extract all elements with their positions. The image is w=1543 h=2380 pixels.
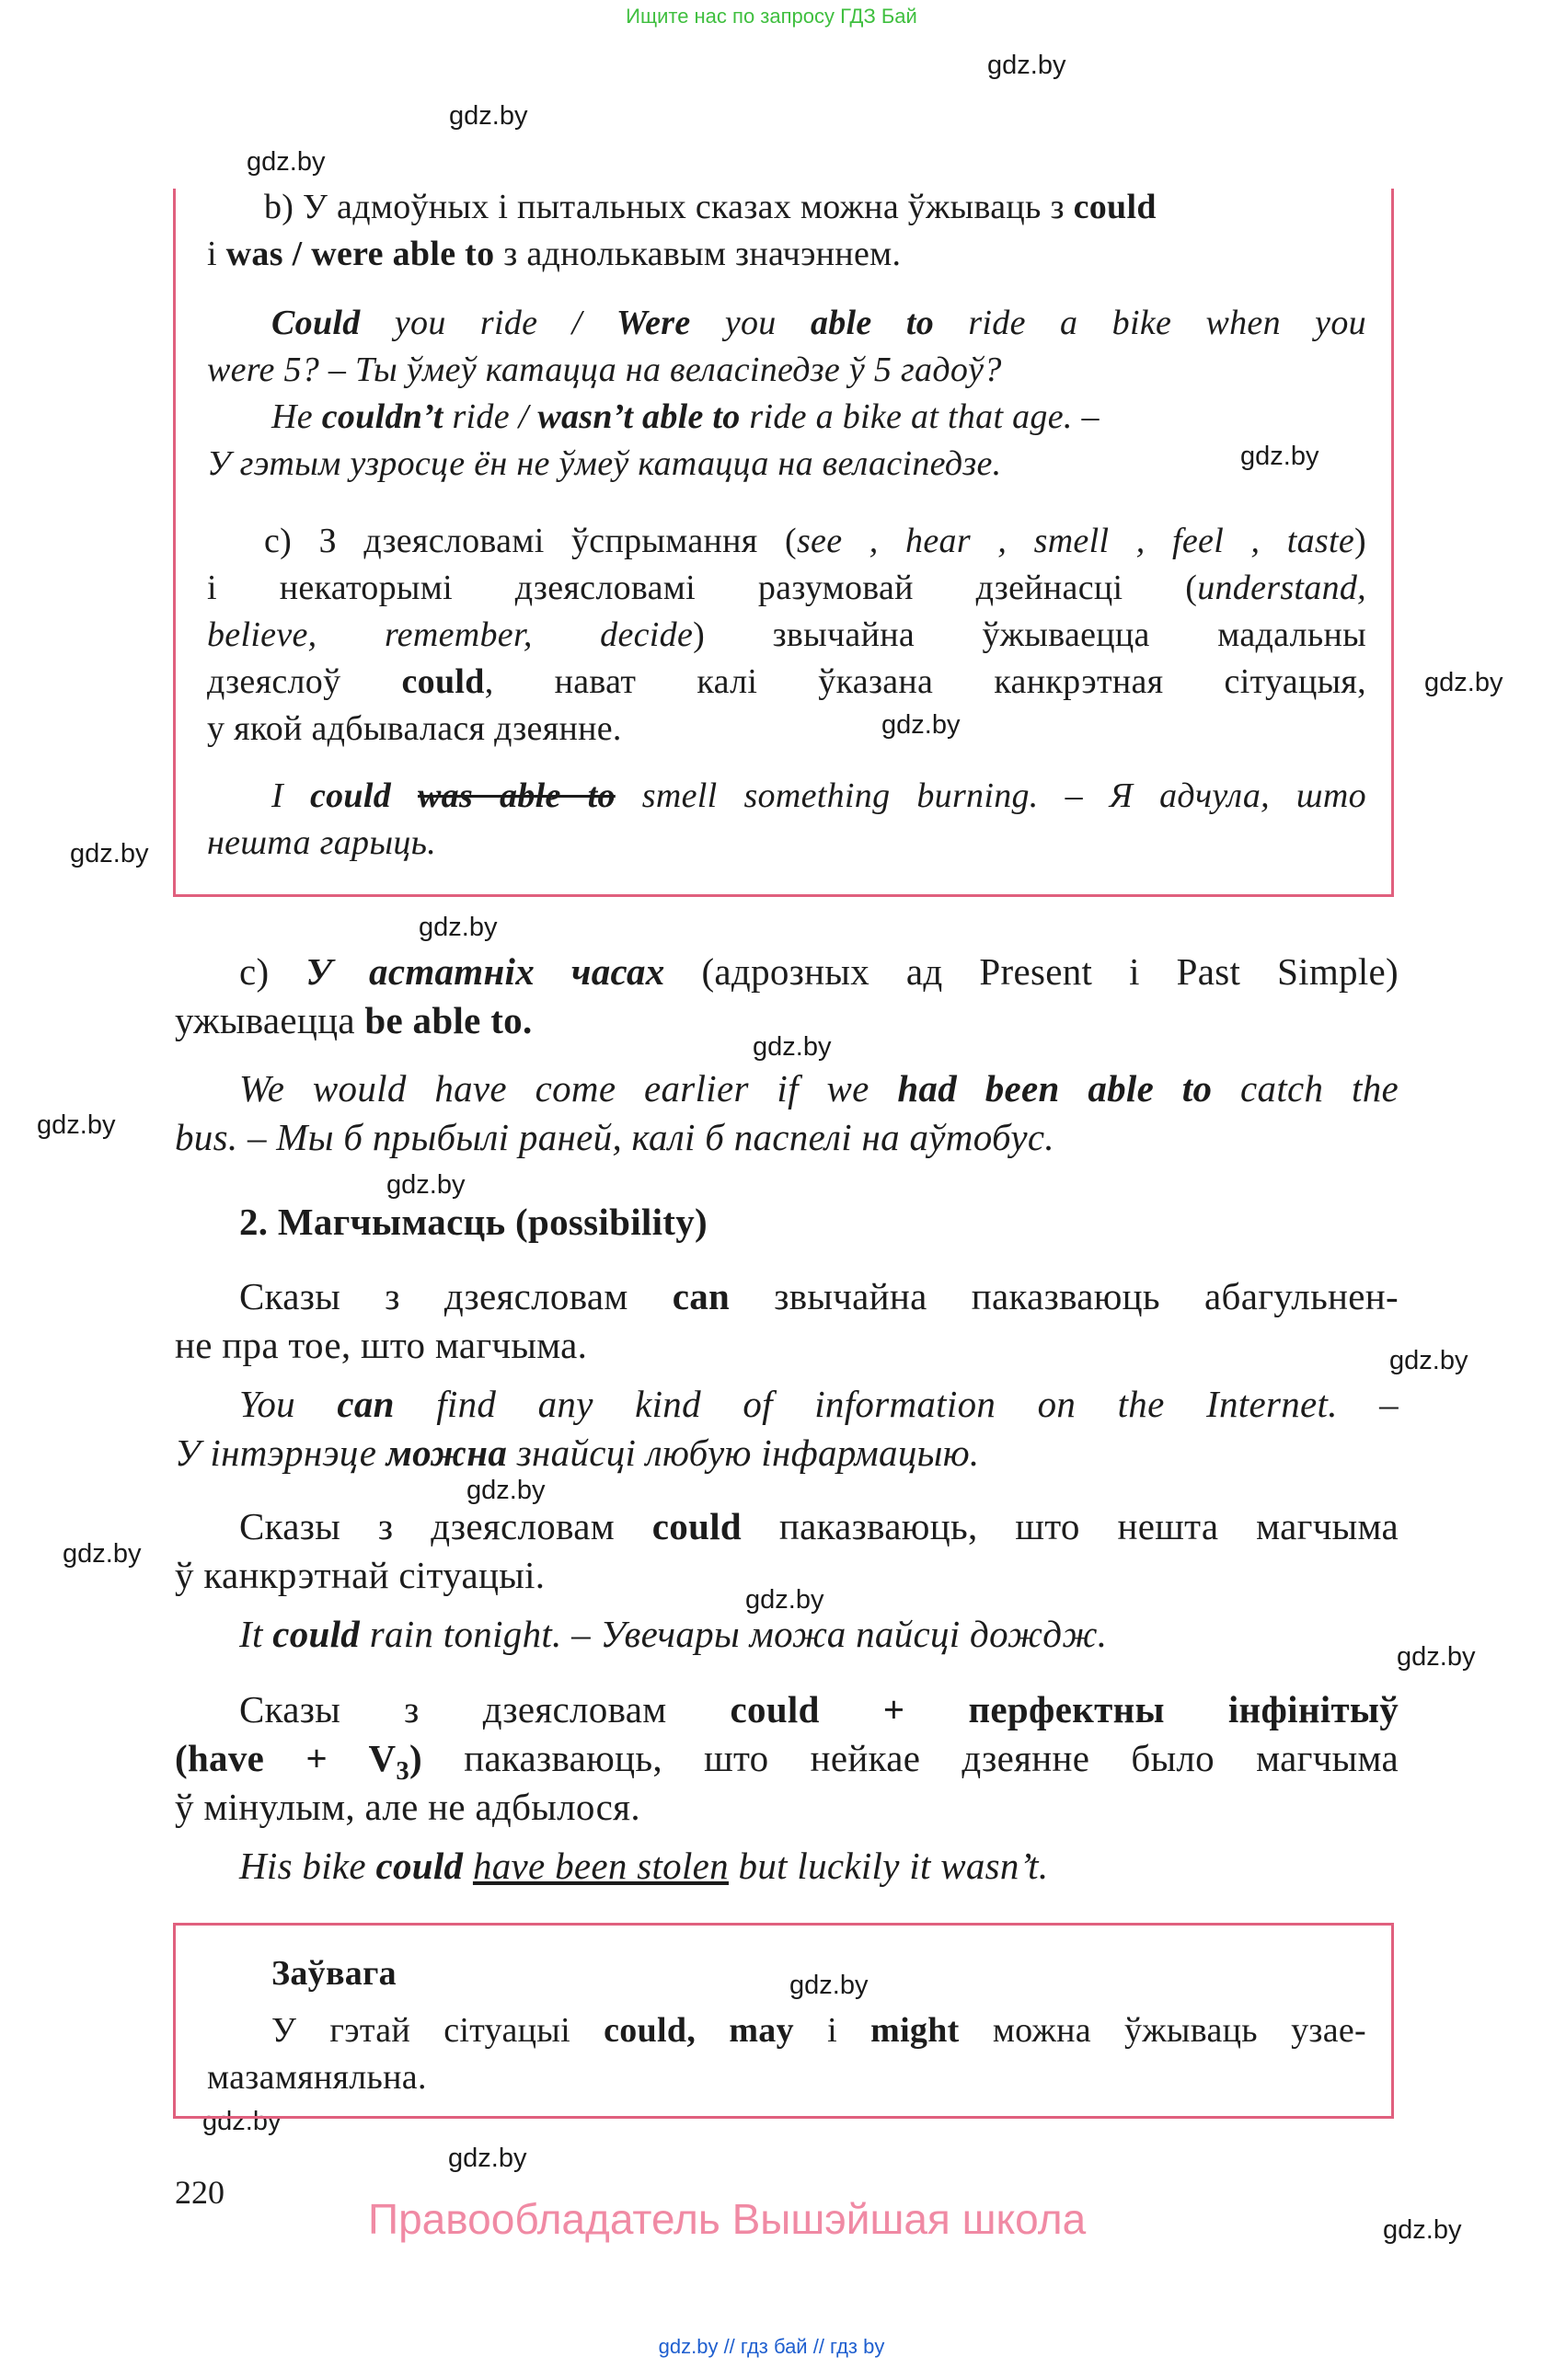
page-number: 220 [175,2174,225,2211]
watermark: gdz.by [202,2107,282,2136]
watermark: gdz.by [745,1585,824,1615]
watermark: gdz.by [753,1032,832,1062]
watermark: gdz.by [37,1110,116,1140]
watermark: gdz.by [449,101,528,131]
watermark: gdz.by [448,2144,527,2173]
search-hint: Ищите нас по запросу ГДЗ Бай [626,5,917,28]
watermark: gdz.by [1383,2215,1462,2245]
watermark: gdz.by [466,1476,546,1505]
watermark: gdz.by [1397,1642,1476,1672]
watermark: gdz.by [70,839,149,868]
watermark: gdz.by [987,51,1066,80]
watermark: gdz.by [1424,668,1503,697]
watermark: gdz.by [1240,442,1319,471]
watermark: gdz.by [419,913,498,942]
watermark: gdz.by [881,710,961,740]
watermark: gdz.by [789,1971,869,2000]
watermark: gdz.by [247,147,326,177]
section-title: 2. Магчымасць (possibility) [239,1201,708,1243]
rights-holder: Правообладатель Вышэйшая школа [368,2195,1087,2243]
watermark: gdz.by [1389,1346,1468,1375]
bottom-links: gdz.by // гдз бай // гдз by [658,2335,885,2358]
watermark: gdz.by [386,1170,466,1200]
note-title: Заўвага [271,1954,397,1993]
watermark: gdz.by [63,1539,142,1569]
